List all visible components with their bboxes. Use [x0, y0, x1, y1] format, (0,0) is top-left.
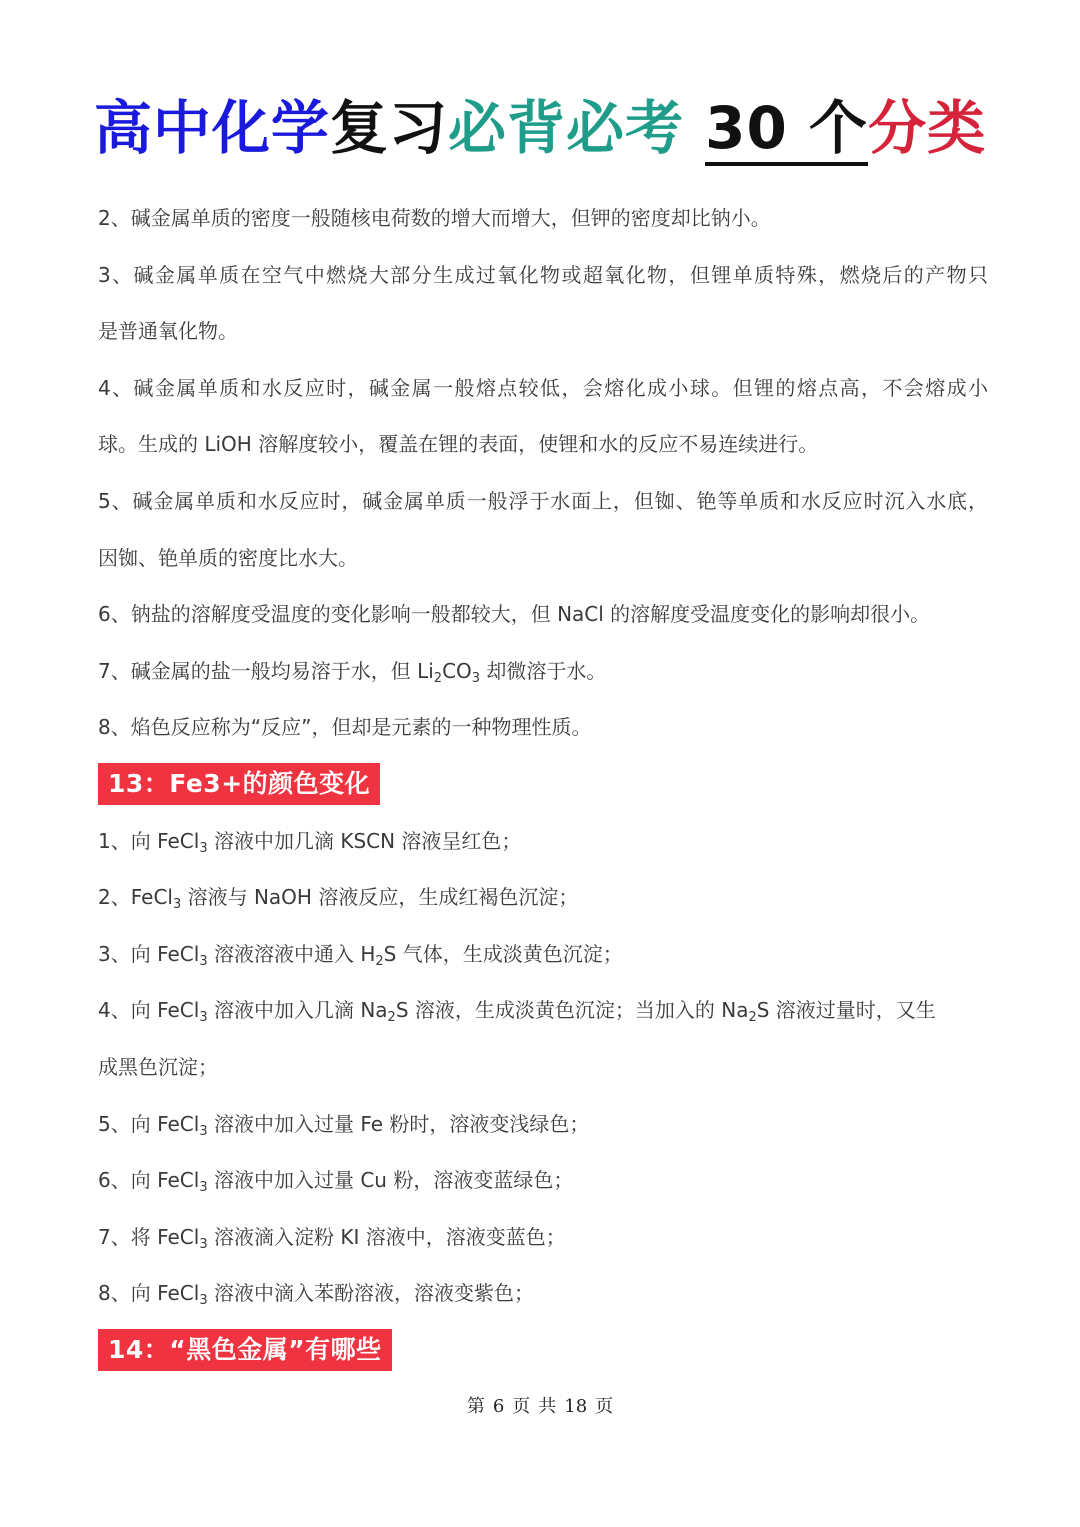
text-run: 却微溶于水。 — [480, 658, 607, 683]
subscript: 2 — [748, 1010, 757, 1026]
paragraph-line: 球。生成的 LiOH 溶解度较小，覆盖在锂的表面，使锂和水的反应不易连续进行。 — [98, 432, 819, 457]
text-run: 溶液中加入过量 Cu 粉，溶液变蓝绿色； — [207, 1168, 574, 1193]
text-run: 溶液中加入过量 Fe 粉时，溶液变浅绿色； — [207, 1111, 590, 1136]
title-part-2: 复习 — [329, 94, 448, 162]
paragraph-line: 4、碱金属单质和水反应时，碱金属一般熔点较低，会熔化成小球。但锂的熔点高，不会熔成小 — [98, 375, 988, 400]
text-run: 溶液与 NaOH 溶液反应，生成红褐色沉淀； — [181, 885, 579, 910]
paragraph-line: 因铷、铯单质的密度比水大。 — [98, 545, 358, 570]
footer-word: 页 — [595, 1396, 614, 1417]
page-number: 6 — [492, 1396, 505, 1417]
text-run: 2、FeCl — [98, 885, 173, 910]
footer-word: 页 — [512, 1396, 531, 1417]
paragraph-line — [98, 643, 988, 700]
section-heading-row — [98, 756, 988, 813]
subscript: 2 — [433, 670, 443, 686]
paragraph-line: 5、碱金属单质和水反应时，碱金属单质一般浮于水面上，但铷、铯等单质和水反应时沉入水底， — [98, 488, 988, 513]
subscript: 3 — [199, 1123, 208, 1139]
list-item — [98, 1152, 988, 1209]
footer-word: 第 — [466, 1396, 485, 1417]
text-run: 溶液中加几滴 KSCN 溶液呈红色； — [207, 828, 522, 853]
title-part-4: 30 个 — [705, 94, 868, 166]
text-run: 6、向 FeCl — [98, 1168, 200, 1193]
list-item — [98, 869, 988, 926]
text-run: S 溶液，生成淡黄色沉淀；当加入的 Na — [395, 998, 749, 1023]
text-run: 7、碱金属的盐一般均易溶于水，但 Li — [98, 658, 434, 683]
section-heading-row — [98, 1322, 988, 1379]
section-heading-14: 14：“黑色金属”有哪些 — [98, 1329, 392, 1371]
text-run: 溶液溶液中通入 H — [207, 941, 376, 966]
subscript: 3 — [199, 1293, 208, 1309]
text-run: 3、向 FeCl — [98, 941, 200, 966]
list-item — [98, 1096, 988, 1153]
title-part-3: 必背必考 — [447, 94, 684, 162]
paragraph-line: 6、钠盐的溶解度受温度的变化影响一般都较大，但 NaCl 的溶解度受温度变化的影响却很小。 — [98, 602, 931, 627]
subscript: 3 — [199, 840, 208, 856]
text-run: CO — [442, 658, 472, 683]
paragraph-line: 8、焰色反应称为“反应”，但却是元素的一种物理性质。 — [98, 715, 592, 740]
subscript: 3 — [199, 1010, 208, 1026]
text-run: 8、向 FeCl — [98, 1281, 200, 1306]
subscript: 3 — [199, 953, 208, 969]
list-item — [98, 982, 988, 1039]
paragraph-line: 是普通氧化物。 — [98, 319, 238, 344]
list-item: 成黑色沉淀； — [98, 1054, 218, 1079]
text-run: S 溶液过量时，又生 — [756, 998, 936, 1023]
list-item — [98, 926, 988, 983]
subscript: 3 — [199, 1236, 208, 1252]
text-run: 1、向 FeCl — [98, 828, 200, 853]
subscript: 2 — [375, 953, 384, 969]
section-heading-13: 13：Fe3+的颜色变化 — [98, 763, 380, 805]
document-body — [98, 190, 988, 1378]
subscript: 3 — [199, 1180, 208, 1196]
page-footer — [0, 1392, 1080, 1422]
paragraph-line: 3、碱金属单质在空气中燃烧大部分生成过氧化物或超氧化物，但锂单质特殊，燃烧后的产物只 — [98, 262, 988, 287]
paragraph-line: 2、碱金属单质的密度一般随核电荷数的增大而增大，但钾的密度却比钠小。 — [98, 206, 771, 230]
page-title — [0, 92, 1080, 164]
list-item — [98, 813, 988, 870]
text-run: S 气体，生成淡黄色沉淀； — [383, 941, 623, 966]
text-run: 4、向 FeCl — [98, 998, 200, 1023]
page-total: 18 — [564, 1396, 588, 1417]
text-run: 7、将 FeCl — [98, 1224, 200, 1249]
title-part-5: 分类 — [868, 94, 987, 162]
title-part-1: 高中化学 — [93, 94, 330, 162]
footer-word: 共 — [538, 1396, 557, 1417]
text-run: 溶液滴入淀粉 KI 溶液中，溶液变蓝色； — [207, 1224, 566, 1249]
subscript: 2 — [387, 1010, 396, 1026]
list-item — [98, 1265, 988, 1322]
subscript: 3 — [471, 670, 481, 686]
text-run: 溶液中加入几滴 Na — [207, 998, 388, 1023]
subscript: 3 — [172, 897, 182, 913]
text-run: 溶液中滴入苯酚溶液，溶液变紫色； — [207, 1281, 534, 1306]
text-run: 5、向 FeCl — [98, 1111, 200, 1136]
list-item — [98, 1209, 988, 1266]
